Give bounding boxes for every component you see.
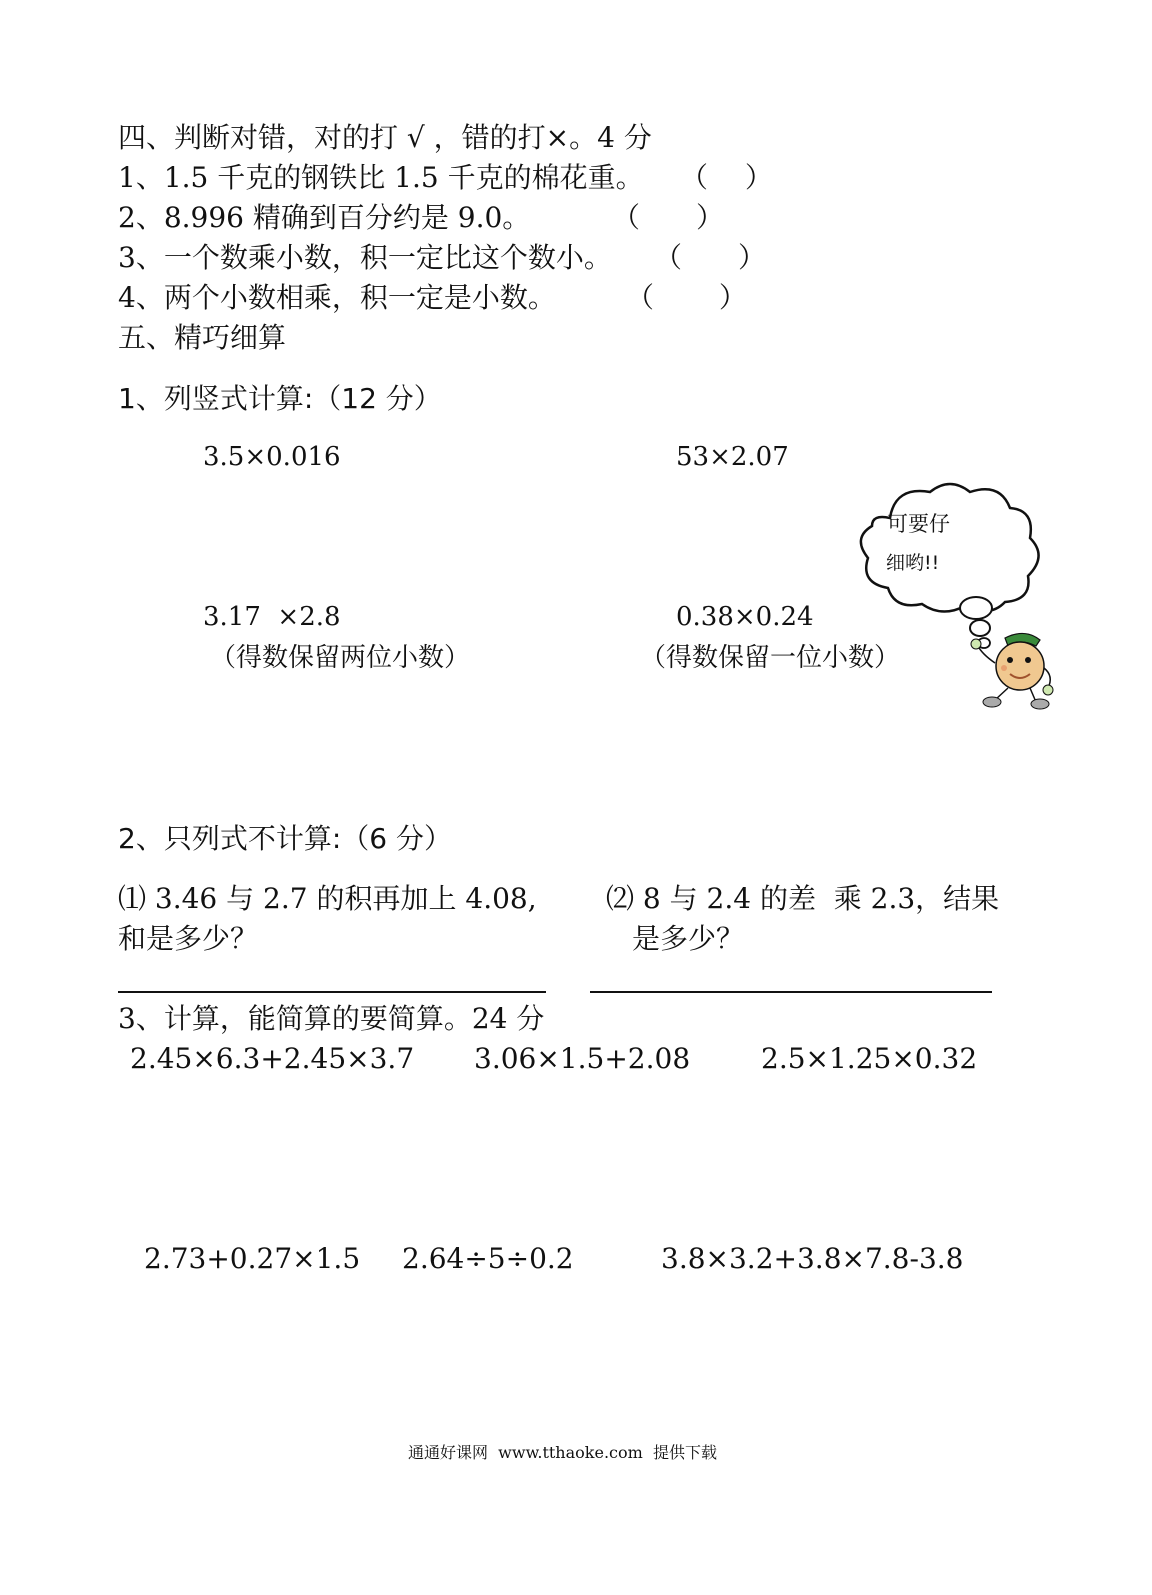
footer-credit: 通通好课网 www.tthaoke.com 提供下载 xyxy=(408,1443,717,1462)
calc-problem-3: 2.5×1.25×0.32 xyxy=(761,1042,978,1075)
part1-title: 1、列竖式计算:（12 分） xyxy=(118,382,442,415)
q2-line1: ⑵ 8 与 2.4 的差 乘 2.3，结果 xyxy=(606,882,1000,915)
calc-problem-1: 2.45×6.3+2.45×3.7 xyxy=(130,1042,415,1075)
part3-title: 3、计算，能简算的要简算。24 分 xyxy=(118,1002,545,1035)
problem-4-note: （得数保留一位小数） xyxy=(640,643,901,673)
judge-blank-1[interactable]: （ ） xyxy=(680,161,773,194)
calc-problem-2: 3.06×1.5+2.08 xyxy=(474,1042,691,1075)
problem-3-note: （得数保留两位小数） xyxy=(210,643,471,673)
judge-item-1: 1、1.5 千克的钢铁比 1.5 千克的棉花重。 xyxy=(118,161,644,194)
judge-blank-4[interactable]: （ ） xyxy=(626,281,747,314)
q2-line2: 是多少？ xyxy=(632,922,745,955)
judge-blank-3[interactable]: （ ） xyxy=(654,241,767,274)
calc-problem-4: 2.73+0.27×1.5 xyxy=(144,1242,361,1275)
answer-line-2[interactable] xyxy=(590,991,992,993)
judge-item-4: 4、两个小数相乘，积一定是小数。 xyxy=(118,281,556,314)
vertical-problem-2: 53×2.07 xyxy=(676,442,789,472)
judge-item-3: 3、一个数乘小数，积一定比这个数小。 xyxy=(118,241,612,274)
answer-line-1[interactable] xyxy=(118,991,546,993)
section5-title: 五、精巧细算 xyxy=(118,321,287,354)
part2-title: 2、只列式不计算:（6 分） xyxy=(118,822,452,855)
bubble-line-2: 细哟!! xyxy=(886,552,940,574)
vertical-problem-4: 0.38×0.24 xyxy=(676,602,814,632)
thought-bubble-illustration xyxy=(850,478,1060,713)
q1-line2: 和是多少？ xyxy=(118,922,259,955)
vertical-problem-3: 3.17 ×2.8 xyxy=(203,602,341,632)
vertical-problem-1: 3.5×0.016 xyxy=(203,442,341,472)
judge-item-2: 2、8.996 精确到百分约是 9.0。 xyxy=(118,201,531,234)
calc-problem-5: 2.64÷5÷0.2 xyxy=(402,1242,574,1275)
bubble-line-1: 可要仔 xyxy=(887,512,950,536)
section4-title: 四、判断对错，对的打 √ ，错的打×。4 分 xyxy=(118,121,652,154)
calc-problem-6: 3.8×3.2+3.8×7.8-3.8 xyxy=(661,1242,964,1275)
judge-blank-2[interactable]: （ ） xyxy=(612,201,725,234)
q1-line1: ⑴ 3.46 与 2.7 的积再加上 4.08, xyxy=(118,882,537,915)
